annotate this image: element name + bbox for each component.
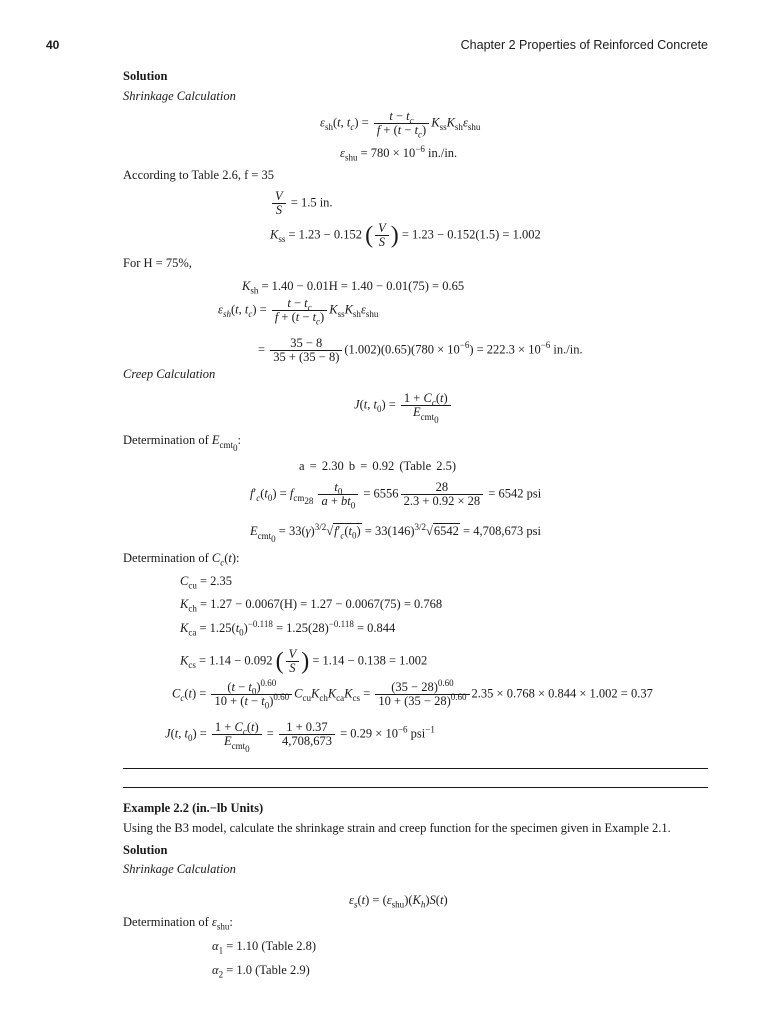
example-shrinkage-heading: Shrinkage Calculation	[123, 862, 236, 876]
solution-heading: Solution	[123, 69, 168, 83]
eq-shrinkage-strain: $\varepsilon_{sh}(t$, $t_c$) = $\frac{t - t_c}{f + (t - t_c)}$ $K_{ss}K_{sh}\varepsilon_{shu}$	[320, 109, 481, 140]
page-number: 40	[46, 38, 60, 52]
table-note: According to Table 2.6, f = 35	[123, 168, 275, 182]
eq-creep-function: J(t, $t_0$) = $\frac{1 + C_c(t)}{E_{cmt_0}}$	[354, 392, 453, 419]
eq-volume-surface: $\frac{V}{S}$ = 1.5 in.	[270, 190, 333, 217]
eq-ksh: $K_{sh} = 1.40 - 0.01H = 1.40 - 0.01(75) = 0.65$	[242, 279, 465, 296]
eq-kca: $K_{ca} = 1.25(t_0)^{-0.118} = 1.25(28)^{-0.118} = 0.844$	[180, 618, 396, 638]
eq-ultimate-shrinkage: $\varepsilon_{shu} = 780 \times 10^{-6}$ in./in.	[340, 143, 458, 163]
det-shu-label: Determination of $\varepsilon_{shu}$:	[123, 915, 233, 932]
eq-kcs: $K_{cs} = 1.14 - 0.092$ ( $\frac{V}{S}$ ) = 1.14 − 0.138 = 1.002	[180, 647, 428, 675]
eq-alpha1: $\alpha_1 = 1.10$ (Table 2.8)	[212, 939, 317, 956]
example-statement: Using the B3 model, calculate the shrinkage strain and creep function for the specimen given in Example 2.1.	[123, 821, 671, 835]
eq-shrinkage-result: = $\frac{35 - 8}{35 + (35 - 8)}$ $(1.002)(0.65)(780 \times 10^{-6}) = 222.3 \times 10^{-6}$ in./in.	[258, 336, 583, 364]
eq-shrinkage-strain-2: $\varepsilon_{sh}(t$, $t_c$) = $\frac{t - t_c}{f + (t - t_c)}$ $K_{ss}K_{sh}\varepsilon_{shu}$	[218, 296, 379, 327]
eq-elastic-modulus: $E_{cmt_0} = 33(\gamma)^{3/2}√f'_c(t_0) = 33(146)^{3/2}√6542 = 4,708,673$ psi	[250, 521, 541, 544]
eq-creep-function-result: J(t, $t_0$) = $\frac{1 + C_c(t)}{E_{cmt_0}}$ = $\frac{1 + 0.37}{4,708,673}$ = $0.29 \times 10^{-6}$ psi$^{-1}$	[165, 720, 435, 754]
example-title: Example 2.2 (in.−lb Units)	[123, 801, 264, 815]
eq-creep-coefficient: $C_c(t)$ = $\frac{(t - t_0)^{0.60}}{10 + (t - t_0)^{0.60}}$ $C_{cu}K_{ch}K_{ca}K_{cs}$ = $\frac{(35 - 28)^{0.60}}{10 + (35 - 28)^{0.60}}$ 2.35 × 0.768 × 0.844 × 1.002 = 0.37	[172, 677, 653, 711]
det-ecmt-label: Determination of $E_{cmt_0}$:	[123, 433, 241, 453]
eq-compressive-strength: $f'_c(t_0) = f_{cm_{28}}$ $\frac{t_0}{a + bt_0}$ = 6556 $\frac{28}{2.3 + 0.92 \times 28}$ = 6542 psi	[250, 480, 542, 511]
shrinkage-heading: Shrinkage Calculation	[123, 89, 236, 103]
det-cc-label: Determination of $C_c(t)$:	[123, 551, 240, 568]
section-divider-top	[123, 768, 708, 769]
example-solution-heading: Solution	[123, 843, 168, 857]
eq-kch: $K_{ch} = 1.27 - 0.0067(H) = 1.27 - 0.0067(75) = 0.768$	[180, 597, 443, 614]
section-divider-bottom	[123, 787, 708, 788]
eq-ccu: $C_{cu} = 2.35$	[180, 574, 233, 591]
humidity-note: For H = 75%,	[123, 256, 192, 270]
eq-b3-shrinkage: $\varepsilon_s(t) = (\varepsilon_{shu})(K_h)S(t)$	[349, 893, 448, 910]
eq-a-b: a = 2.30 b = 0.92 (Table 2.5)	[299, 459, 457, 473]
eq-alpha2: $\alpha_2 = 1.0$ (Table 2.9)	[212, 963, 310, 980]
creep-heading: Creep Calculation	[123, 367, 216, 381]
eq-kss: $K_{ss} = 1.23 - 0.152$ ( $\frac{V}{S}$ ) = 1.23 − 0.152(1.5) = 1.002	[270, 221, 541, 249]
running-title: Chapter 2 Properties of Reinforced Concrete	[460, 38, 708, 52]
